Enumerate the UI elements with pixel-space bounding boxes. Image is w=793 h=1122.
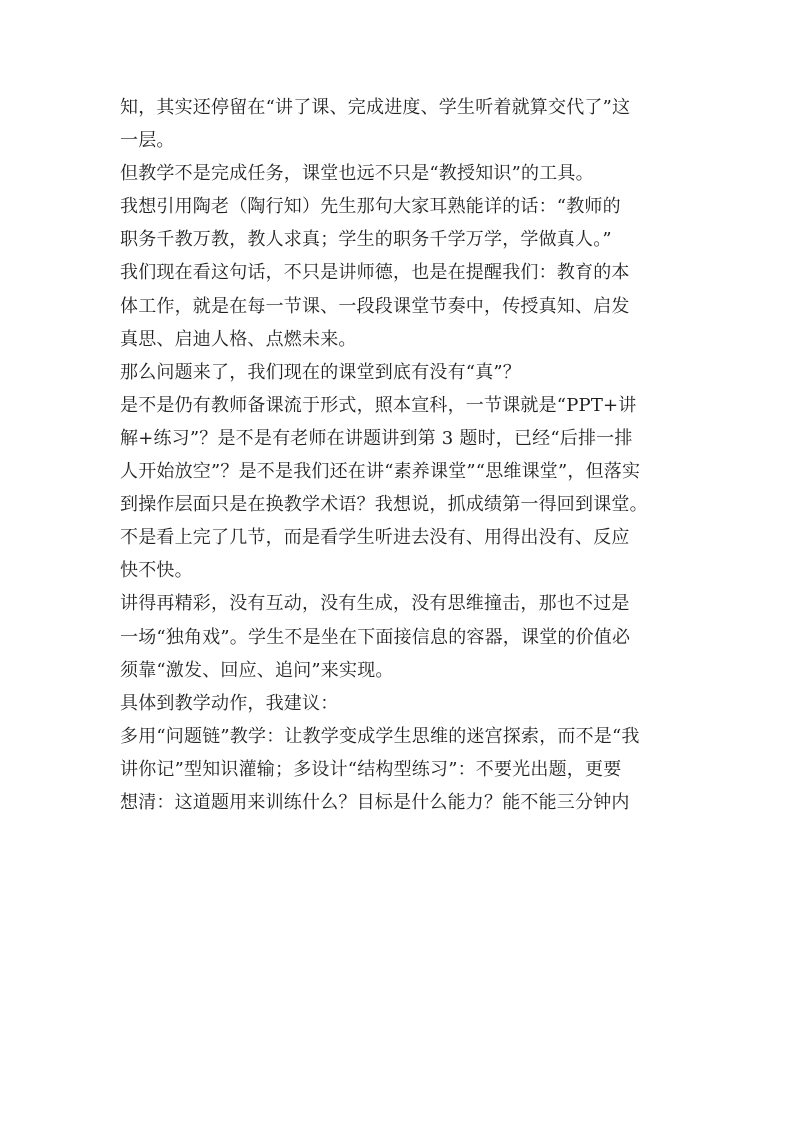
text-line: 我想引用陶老（陶行知）先生那句大家耳熟能详的话：“教师的 — [120, 196, 621, 218]
text-line: 不是看上完了几节，而是看学生听进去没有、用得出没有、反应 — [120, 527, 630, 549]
text-line: 须靠“激发、回应、追问”来实现。 — [120, 659, 394, 681]
text-line: 一层。 — [120, 130, 175, 152]
text-line: 多用“问题链”教学：让教学变成学生思维的迷宫探索，而不是“我 — [120, 725, 640, 747]
text-line: 知，其实还停留在“讲了课、完成进度、学生听着就算交代了”这 — [120, 97, 631, 118]
text-line: 人开始放空”？是不是我们还在讲“素养课堂”“思维课堂”，但落实 — [120, 461, 641, 483]
text-line: 一场“独角戏”。学生不是坐在下面接信息的容器，课堂的价值必 — [120, 626, 631, 648]
text-line: 解+练习”？是不是有老师在讲题讲到第 3 题时，已经“后排一排 — [120, 427, 633, 449]
text-line: 是不是仍有教师备课流于形式，照本宣科，一节课就是“PPT+讲 — [120, 394, 637, 416]
text-line: 职务千教万教，教人求真；学生的职务千学万学，学做真人。” — [120, 229, 612, 251]
text-line: 讲你记”型知识灌输；多设计“结构型练习”：不要光出题，更要 — [120, 758, 622, 780]
document-body — [120, 96, 680, 824]
text-line: 讲得再精彩，没有互动，没有生成，没有思维撞击，那也不过是 — [120, 593, 630, 615]
text-line: 但教学不是完成任务，课堂也远不只是“教授知识”的工具。 — [120, 163, 594, 185]
text-line: 我们现在看这句话，不只是讲师德，也是在提醒我们：教育的本 — [120, 262, 630, 284]
text-line: 那么问题来了，我们现在的课堂到底有没有“真”？ — [120, 361, 522, 383]
text-line: 体工作，就是在每一节课、一段段课堂节奏中，传授真知、启发 — [120, 295, 630, 317]
text-line: 真思、启迪人格、点燃未来。 — [120, 328, 357, 350]
text-line: 想清：这道题用来训练什么？目标是什么能力？能不能三分钟内 — [120, 791, 630, 813]
text-line: 具体到教学动作，我建议： — [120, 692, 339, 714]
text-line: 到操作层面只是在换教学术语？我想说，抓成绩第一得回到课堂。 — [120, 494, 648, 516]
text-line: 快不快。 — [120, 560, 193, 582]
